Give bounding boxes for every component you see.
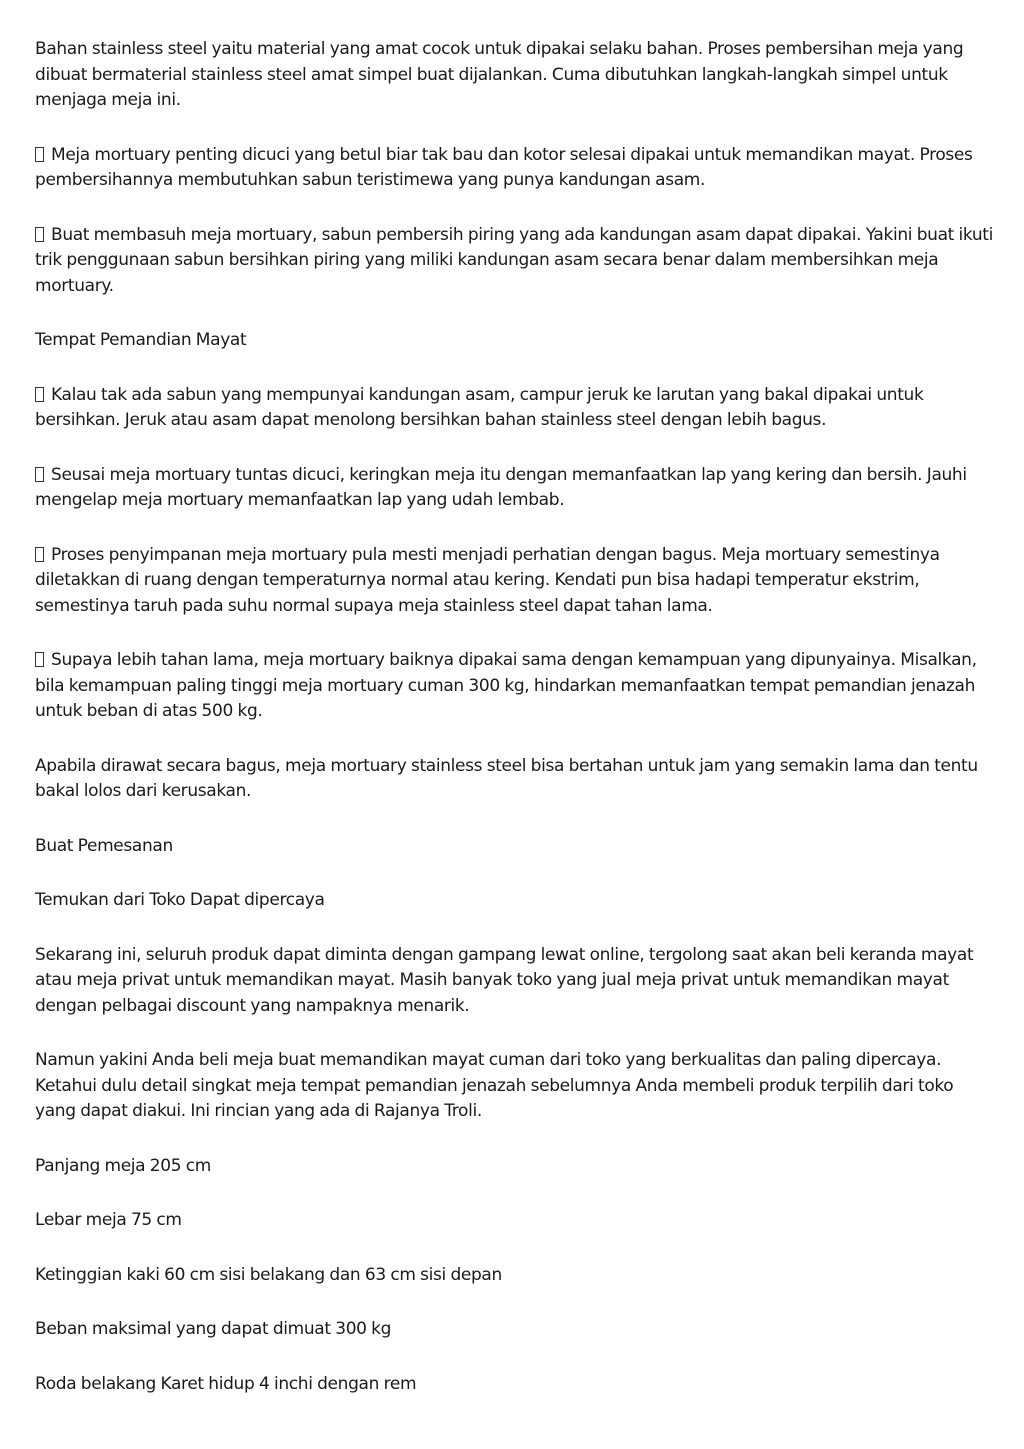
paragraph-intro — [35, 37, 995, 114]
paragraph-text: Panjang meja 205 cm — [35, 1155, 211, 1176]
subheading-tempat-pemandian — [35, 328, 995, 354]
paragraph-bullet-citrus — [35, 383, 995, 434]
paragraph-text: Meja mortuary penting dicuci yang betul biar tak bau dan kotor selesai dipakai untuk memandikan mayat. Proses pembersihannya membutuhkan sabun teristimewa yang punya kandungan asam. — [35, 144, 973, 190]
paragraph-maintenance-summary — [35, 754, 995, 805]
bullet-box-icon — [35, 467, 44, 482]
paragraph-text: Temukan dari Toko Dapat dipercaya — [35, 890, 325, 910]
spec-max-load — [35, 1317, 995, 1343]
subheading-buat-pemesanan — [35, 834, 995, 860]
spec-width — [35, 1208, 995, 1234]
paragraph-bullet-soap — [35, 223, 995, 300]
paragraph-text: Seusai meja mortuary tuntas dicuci, keringkan meja itu dengan memanfaatkan lap yang kering dan bersih. Jauhi mengelap meja mortuary memanfaatkan lap yang udah lembab. — [35, 464, 967, 510]
spec-length — [35, 1154, 995, 1180]
paragraph-bullet-storage — [35, 543, 995, 620]
bullet-box-icon — [35, 652, 44, 667]
subheading-toko-dipercaya — [35, 888, 995, 914]
spec-rear-wheels — [35, 1372, 995, 1398]
paragraph-text: Namun yakini Anda beli meja buat memandikan mayat cuman dari toko yang berkualitas dan paling dipercaya. Ketahui dulu detail singkat meja tempat pemandian jenazah sebelumnya Anda membeli produk terpilih dari toko yang dapat diakui. Ini rincian yang ada di Rajanya Troli. — [35, 1050, 954, 1121]
paragraph-text: Ketinggian kaki 60 cm sisi belakang dan 63 cm sisi depan — [35, 1264, 502, 1285]
paragraph-text: Tempat Pemandian Mayat — [35, 330, 247, 350]
bullet-box-icon — [35, 387, 44, 402]
paragraph-bullet-capacity — [35, 648, 995, 725]
paragraph-bullet-cleaning — [35, 143, 995, 194]
paragraph-text: Apabila dirawat secara bagus, meja mortuary stainless steel bisa bertahan untuk jam yang semakin lama dan tentu bakal lolos dari kerusakan. — [35, 755, 978, 801]
bullet-box-icon — [35, 547, 44, 562]
paragraph-text: Roda belakang Karet hidup 4 inchi dengan rem — [35, 1373, 417, 1394]
paragraph-text: Beban maksimal yang dapat dimuat 300 kg — [35, 1319, 392, 1339]
paragraph-trusted-store — [35, 1048, 995, 1125]
paragraph-text: Supaya lebih tahan lama, meja mortuary baiknya dipakai sama dengan kemampuan yang dipunyainya. Misalkan, bila kemampuan paling tinggi meja mortuary cuman 300 kg, hindarkan memanfaatkan tempat pemandian jenazah untuk beban di atas 500 kg. — [35, 650, 977, 721]
paragraph-text: Proses penyimpanan meja mortuary pula mesti menjadi perhatian dengan bagus. Meja mortuary semestinya diletakkan di ruang dengan temperaturnya normal atau kering. Kendati pun bisa hadapi temperatur ekstrim, semestinya taruh pada suhu normal supaya meja stainless steel dapat tahan lama. — [35, 544, 940, 616]
paragraph-text: Buat Pemesanan — [35, 835, 173, 856]
paragraph-text: Buat membasuh meja mortuary, sabun pembersih piring yang ada kandungan asam dapat dipakai. Yakini buat ikuti trik penggunaan sabun bersihkan piring yang miliki kandungan asam secara benar dalam membersihkan meja mortuary. — [35, 224, 993, 296]
bullet-box-icon — [35, 227, 44, 242]
spec-leg-height — [35, 1263, 995, 1289]
paragraph-bullet-drying — [35, 463, 995, 514]
paragraph-text: Bahan stainless steel yaitu material yang amat cocok untuk dipakai selaku bahan. Proses pembersihan meja yang dibuat bermaterial stainless steel amat simpel buat dijalankan. Cuma dibutuhkan langkah-langkah simpel untuk menjaga meja ini. — [35, 39, 964, 110]
bullet-box-icon — [35, 147, 44, 162]
document-page — [35, 37, 995, 1426]
paragraph-text: Lebar meja 75 cm — [35, 1210, 182, 1230]
paragraph-text: Sekarang ini, seluruh produk dapat diminta dengan gampang lewat online, tergolong saat akan beli keranda mayat atau meja privat untuk memandikan mayat. Masih banyak toko yang jual meja privat untuk memandikan mayat dengan pelbagai discount yang nampaknya menarik. — [35, 944, 974, 1016]
paragraph-text: Kalau tak ada sabun yang mempunyai kandungan asam, campur jeruk ke larutan yang bakal dipakai untuk bersihkan. Jeruk atau asam dapat menolong bersihkan bahan stainless steel dengan lebih bagus. — [35, 384, 924, 430]
paragraph-online-shopping — [35, 943, 995, 1020]
